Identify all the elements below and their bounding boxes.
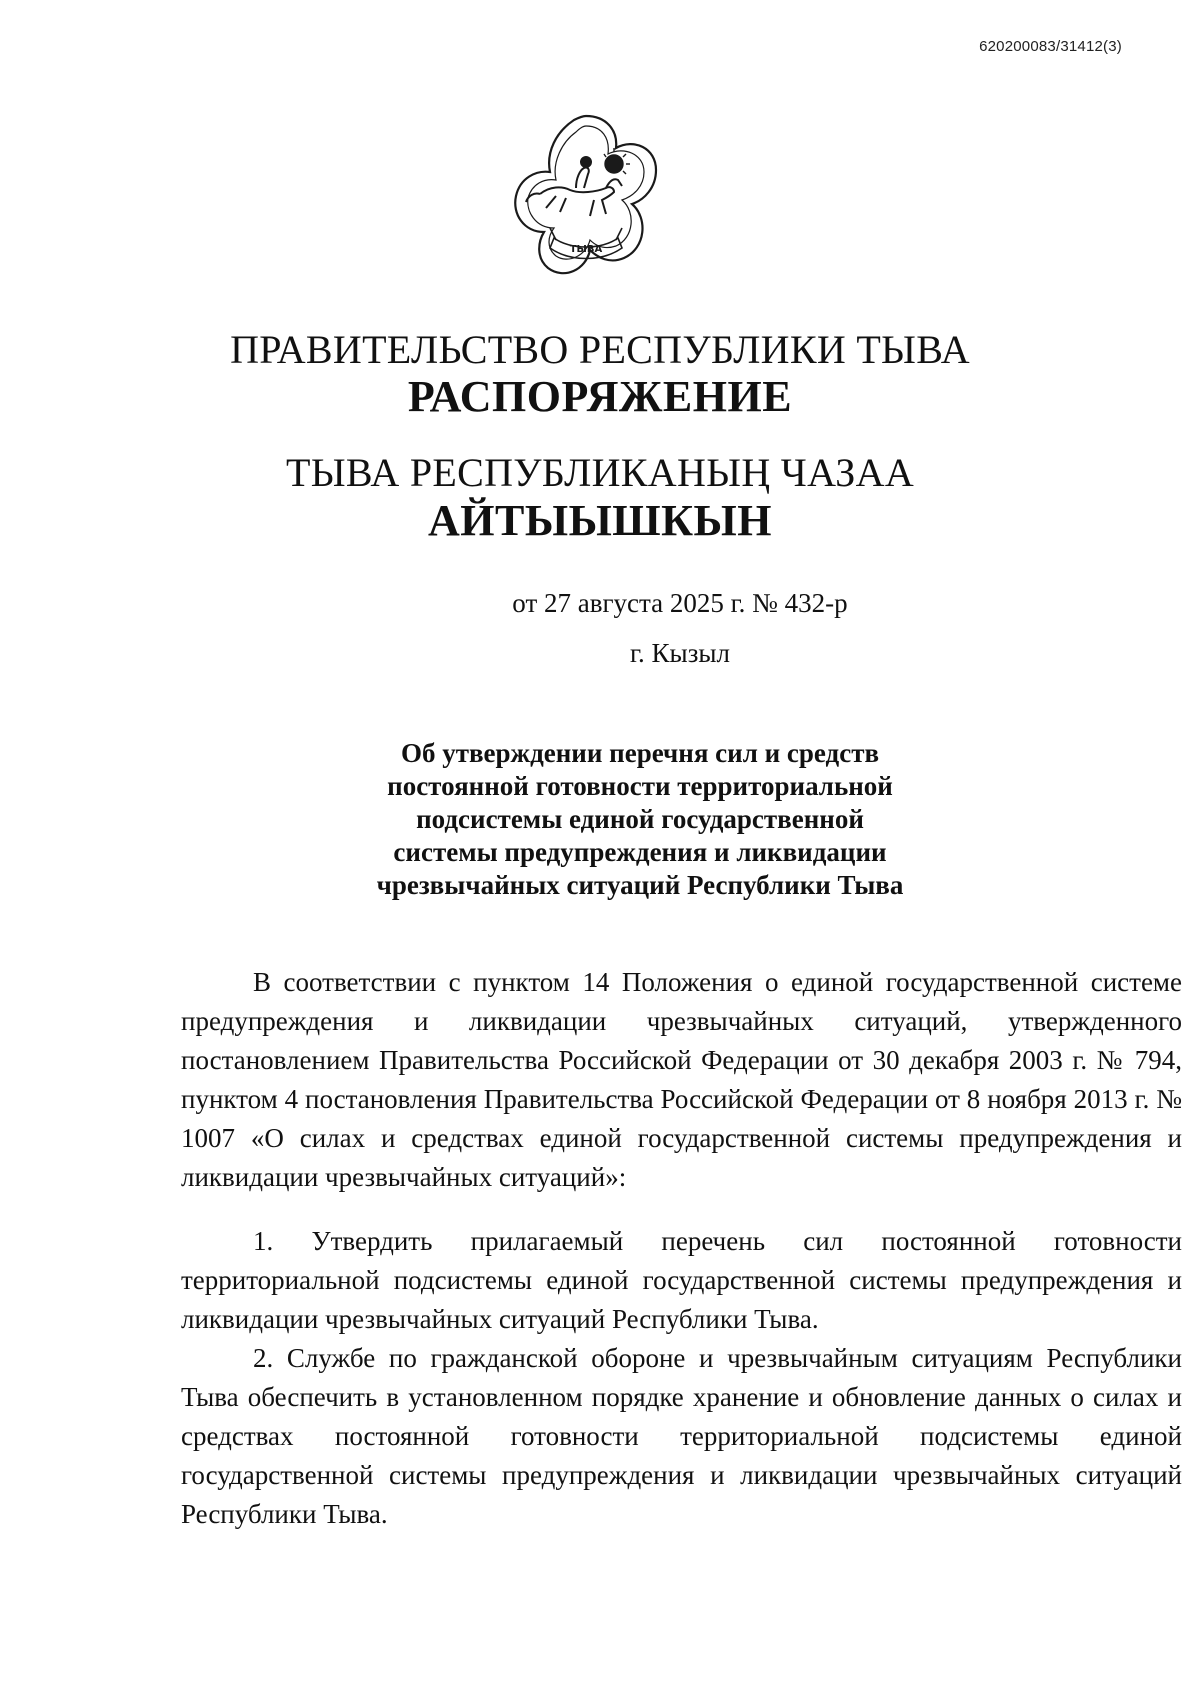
- document-id: 620200083/31412(3): [979, 38, 1122, 55]
- subject-line: чрезвычайных ситуаций Республики Тыва: [376, 870, 904, 900]
- document-type-tyvan: АЙТЫЫШКЫН: [428, 496, 772, 545]
- government-title-tyvan: ТЫВА РЕСПУБЛИКАНЫҢ ЧАЗАА: [285, 450, 915, 495]
- document-city: г. Кызыл: [630, 638, 730, 668]
- subject-line: подсистемы единой государственной: [416, 804, 864, 834]
- subject-line: системы предупреждения и ликвидации: [393, 837, 887, 867]
- subject-line: Об утверждении перечня сил и средств: [400, 738, 880, 768]
- government-title: ПРАВИТЕЛЬСТВО РЕСПУБЛИКИ ТЫВА: [230, 327, 970, 372]
- emblem-ribbon-text: ТЫВА: [569, 244, 603, 255]
- document-subject: [330, 737, 950, 902]
- clause-2-paragraph: 2. Службе по гражданской обороне и чрезвычайным ситуациям Республики Тыва обеспечить в установленном порядке хранение и обновление данных о силах и средствах постоянной готовности территориальной подсистемы единой государственной системы предупреждения и ликвидации чрезвычайных ситуаций Республики Тыва.: [181, 1343, 1182, 1529]
- preamble-paragraph: В соответствии с пунктом 14 Положения о единой государственной системе предупреждения и ликвидации чрезвычайных ситуаций, утвержденного постановлением Правительства Российской Федерации от 30 декабря 2003 г. № 794, пунктом 4 постановления Правительства Российской Федерации от 8 ноября 2013 г. № 1007 «О силах и средствах единой государственной системы предупреждения и ликвидации чрезвычайных ситуаций»:: [181, 967, 1182, 1192]
- clause-1-paragraph: 1. Утвердить прилагаемый перечень сил постоянной готовности территориальной подсистемы единой государственной системы предупреждения и ликвидации чрезвычайных ситуаций Республики Тыва.: [181, 1226, 1182, 1334]
- document-body: [181, 963, 1182, 1534]
- subject-line: постоянной готовности территориальной: [387, 771, 893, 801]
- tyva-coat-of-arms-icon: [510, 108, 662, 288]
- document-type: РАСПОРЯЖЕНИЕ: [407, 372, 793, 421]
- document-date-number: от 27 августа 2025 г. № 432-р: [512, 588, 848, 618]
